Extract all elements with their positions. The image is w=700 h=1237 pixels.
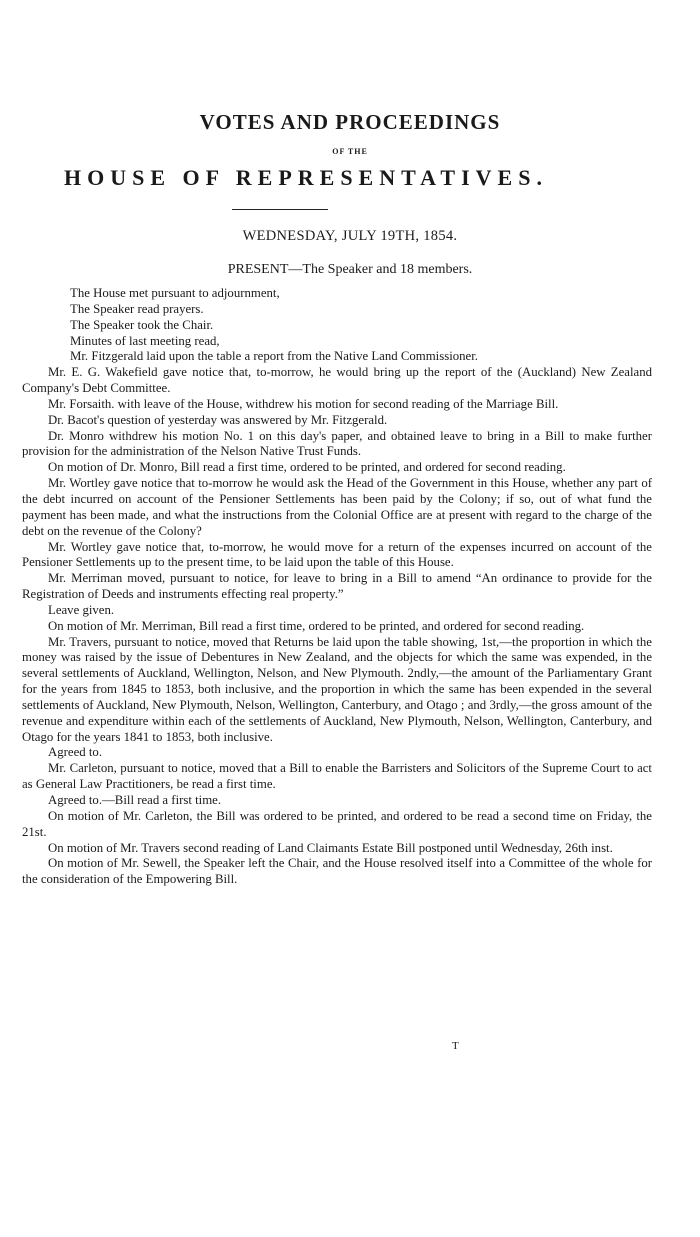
- paragraph: Dr. Bacot's question of yesterday was answered by Mr. Fitzgerald.: [48, 412, 388, 427]
- signature-mark: T: [452, 1040, 459, 1052]
- divider: [232, 209, 328, 210]
- paragraph: On motion of Mr. Merriman, Bill read a first time, ordered to be printed, and ordered for second reading.: [48, 618, 585, 633]
- paragraph: On motion of Mr. Sewell, the Speaker left the Chair, and the House resolved itself into a Committee of the whole for the consideration of the Empowering Bill.: [22, 856, 652, 887]
- paragraph: Mr. Travers, pursuant to notice, moved that Returns be laid upon the table showing, 1st,—the proportion in which the money was raised by the issue of Debentures in New Zealand, and the objects for which the same was expended, in the several settlements of Auckland, Wellington, Nelson, and New Plymouth. 2ndly,—the amount of the Parliamentary Grant for the years from 1845 to 1853, both inclusive, and the proportion in which the same has been expended in the several settlements of Auckland, New Plymouth, Nelson, Wellington, Canterbury, and Otago ; and 3rdly,—the gross amount of the revenue and expenditure within each of the settlements of Auckland, New Plymouth, Nelson, Wellington, Canterbury, and Otago for the years 1841 to 1853, both inclusive.: [22, 634, 652, 744]
- paragraph: Mr. Forsaith. with leave of the House, withdrew his motion for second reading of the Marriage Bill.: [48, 396, 559, 411]
- paragraph: Mr. Wortley gave notice that to-morrow he would ask the Head of the Government in this House, whether any part of the debt incurred on account of the Pensioner Settlements has been paid by the Colony; if so, out of what fund the payment has been made, and what the instructions from the Colonial Office are at present with regard to the charge of the debt on the revenue of the Colony?: [22, 476, 652, 538]
- paragraph: Mr. E. G. Wakefield gave notice that, to-morrow, he would bring up the report of the (Auckland) New Zealand Company's Debt Committee.: [22, 365, 652, 396]
- session-date: WEDNESDAY, JULY 19TH, 1854.: [242, 228, 458, 244]
- paragraph: Mr. Fitzgerald laid upon the table a report from the Native Land Commissioner.: [70, 349, 478, 364]
- document-subtitle: HOUSE OF REPRESENTATIVES.: [64, 165, 548, 190]
- paragraph: On motion of Mr. Carleton, the Bill was ordered to be printed, and ordered to be read a second time on Friday, the 21st.: [22, 808, 652, 839]
- paragraph: Agreed to.—Bill read a first time.: [48, 793, 222, 807]
- proceedings-body: [22, 286, 652, 888]
- paragraph: On motion of Dr. Monro, Bill read a first time, ordered to be printed, and ordered for second reading.: [48, 460, 566, 475]
- attendance-line: PRESENT—The Speaker and 18 members.: [227, 262, 473, 277]
- paragraph: On motion of Mr. Travers second reading of Land Claimants Estate Bill postponed until Wednesday, 26th inst.: [48, 840, 613, 855]
- paragraph: Minutes of last meeting read,: [70, 333, 220, 348]
- document-title: VOTES AND PROCEEDINGS: [199, 110, 501, 134]
- paragraph: Mr. Merriman moved, pursuant to notice, for leave to bring in a Bill to amend “An ordinance to provide for the Registration of Deeds and instruments effecting real property.”: [22, 571, 652, 602]
- paragraph: Agreed to.: [48, 745, 103, 760]
- paragraph: Dr. Monro withdrew his motion No. 1 on this day's paper, and obtained leave to bring in a Bill to make further provision for the administration of the Nelson Native Trust Funds.: [22, 428, 652, 459]
- paragraph: The House met pursuant to adjournment,: [70, 286, 280, 300]
- paragraph: Mr. Carleton, pursuant to notice, moved that a Bill to enable the Barristers and Solicitors of the Supreme Court to act as General Law Practitioners, be read a first time.: [22, 761, 652, 792]
- paragraph: The Speaker read prayers.: [70, 301, 204, 316]
- paragraph: Leave given.: [48, 602, 115, 617]
- title-connector: OF THE: [332, 147, 368, 156]
- paragraph: The Speaker took the Chair.: [70, 317, 214, 332]
- paragraph: Mr. Wortley gave notice that, to-morrow, he would move for a return of the expenses incurred on account of the Pensioner Settlements up to the present time, to be laid upon the table of this House.: [22, 539, 652, 570]
